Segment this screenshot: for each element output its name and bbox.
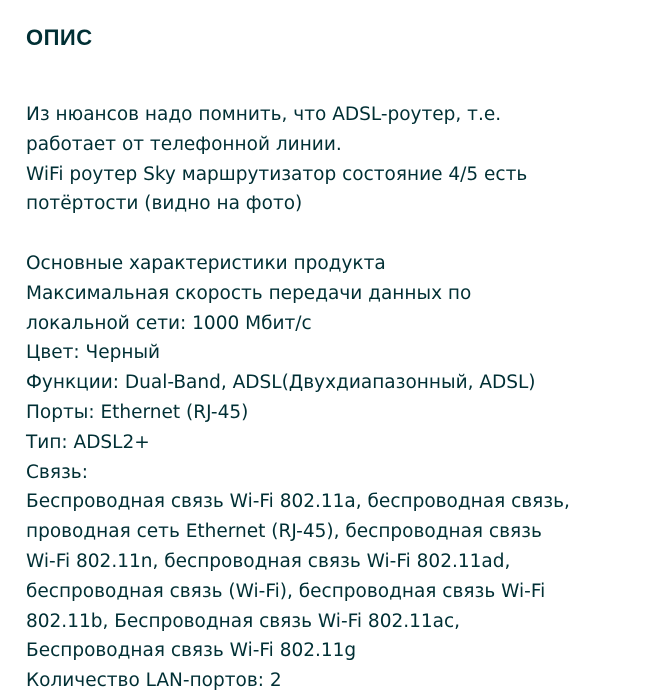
description-line: Беспроводная связь Wi-Fi 802.11g (26, 640, 357, 662)
description-line: Связь: (26, 461, 88, 483)
description-line: WiFi роутер Sky маршрутизатор состояние 4/5 есть (26, 163, 528, 185)
section-title: ОПИС (26, 25, 93, 50)
description-line: Функции: Dual-Band, ADSL(Двухдиапазонный, ADSL) (26, 372, 536, 394)
description-line: Основные характеристики продукта (26, 252, 386, 274)
description-line: 802.11b, Беспроводная связь Wi-Fi 802.11ac, (26, 610, 461, 632)
description-line: Количество LAN-портов: 2 (26, 670, 282, 692)
description-line: Порты: Ethernet (RJ-45) (26, 401, 249, 423)
description-line: Из нюансов надо помнить, что ADSL-роутер, т.е. (26, 104, 502, 125)
description-line: Wi-Fi 802.11n, беспроводная связь Wi-Fi 802.11ad, (26, 550, 511, 572)
description-line: локальной сети: 1000 Мбит/с (26, 312, 312, 334)
description-line: Максимальная скорость передачи данных по (26, 282, 472, 304)
description-line: Тип: ADSL2+ (26, 431, 150, 453)
description-line: проводная сеть Ethernet (RJ-45), беспроводная связь (26, 521, 542, 543)
description-text (26, 100, 628, 696)
description-line: Беспроводная связь Wi-Fi 802.11a, беспроводная связь, (26, 491, 570, 513)
description-line: работает от телефонной линии. (26, 133, 342, 155)
description-line: беспроводная связь (Wi-Fi), беспроводная связь Wi-Fi (26, 580, 546, 602)
description-line: потёртости (видно на фото) (26, 193, 303, 215)
description-line: Цвет: Черный (26, 342, 161, 364)
paragraph-gap (26, 219, 628, 249)
